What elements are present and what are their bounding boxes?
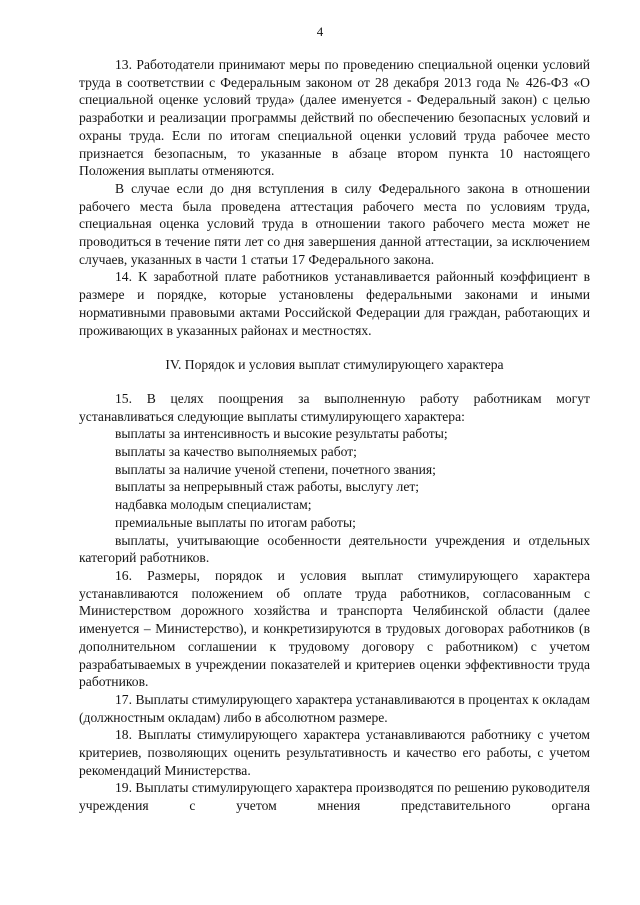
list-item: выплаты за непрерывный стаж работы, выслугу лет; (115, 479, 420, 495)
paragraph-19: 19. Выплаты стимулирующего характера производятся по решению руководителя учреждения с учетом мнения представительного органа (79, 780, 590, 814)
paragraph-13-continuation: В случае если до дня вступления в силу Федерального закона в отношении рабочего места была проведена аттестация рабочего места по условиям труда, специальная оценка условий труда в отношении такого рабочего места может не проводиться в течение пяти лет со дня завершения данной аттестации, за исключением случаев, указанных в части 1 статьи 17 Федерального закона. (79, 180, 590, 267)
paragraph-16: 16. Размеры, порядок и условия выплат стимулирующего характера устанавливаются положением об оплате труда работников, согласованным с Министерством дорожного хозяйства и транспорта Челябинской области (далее именуется – Министерство), и конкретизируются в трудовых договорах работников (в дополнительном соглашении к трудовому договору с работником) с учетом разрабатываемых в учреждении показателей и критериев оценки эффективности труда работников. (79, 567, 590, 690)
paragraph-17: 17. Выплаты стимулирующего характера устанавливаются в процентах к окладам (должностным окладам) либо в абсолютном размере. (79, 691, 590, 725)
paragraph-15: 15. В целях поощрения за выполненную работу работникам могут устанавливаться следующие выплаты стимулирующего характера: (79, 390, 590, 424)
document-body (79, 56, 590, 815)
paragraph-18: 18. Выплаты стимулирующего характера устанавливаются работнику с учетом критериев, позволяющих оценить результативность и качество его работы, с учетом рекомендаций Министерства. (79, 727, 590, 778)
list-item: выплаты за наличие ученой степени, почетного звания; (115, 461, 436, 477)
list-item: выплаты за интенсивность и высокие результаты работы; (115, 426, 448, 442)
list-item-last: выплаты, учитывающие особенности деятельности учреждения и отдельных категорий работников. (79, 532, 590, 566)
paragraph-13: 13. Работодатели принимают меры по проведению специальной оценки условий труда в соответствии с Федеральным законом от 28 декабря 2013 года № 426-ФЗ «О специальной оценке условий труда» (далее именуется - Федеральный закон) с целью разработки и реализации программы действий по обеспечению безопасных условий и охраны труда. Если по итогам специальной оценки условий труда рабочее место признается безопасным, то указанные в абзаце втором пункта 10 настоящего Положения выплаты отменяются. (79, 57, 590, 179)
section-heading-iv: IV. Порядок и условия выплат стимулирующего характера (165, 357, 504, 373)
paragraph-14: 14. К заработной плате работников устанавливается районный коэффициент в размере и порядке, которые установлены федеральными законами и иными нормативными правовыми актами Российской Федерации для граждан, работающих и проживающих в указанных районах и местностях. (79, 269, 590, 338)
page-number: 4 (316, 24, 324, 39)
list-item: выплаты за качество выполняемых работ; (115, 444, 357, 460)
list-item: премиальные выплаты по итогам работы; (115, 514, 356, 530)
list-item: надбавка молодым специалистам; (115, 497, 312, 513)
